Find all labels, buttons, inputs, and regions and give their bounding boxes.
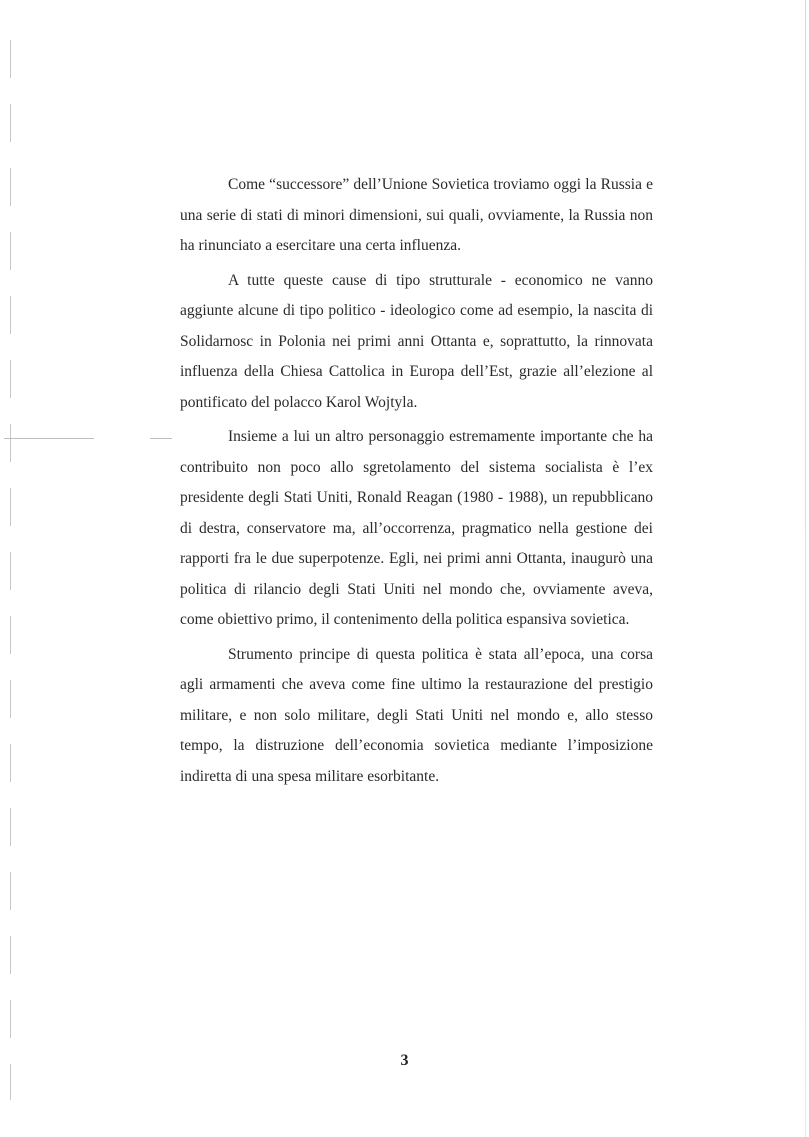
page-number: 3	[400, 1052, 409, 1069]
scan-edge-left	[10, 40, 11, 1100]
paragraph-political-causes: A tutte queste cause di tipo strutturale - economico ne vanno aggiunte alcune di tipo politico - ideologico come ad esempio, la nascita di Solidarnosc in Polonia nei primi anni Ottanta e, soprattutto, la rinnovata influenza della Chiesa Cattolica in Europa dell’Est, grazie all’elezione al pontificato del polacco Karol Wojtyla.	[180, 271, 653, 411]
scan-edge-right	[805, 0, 806, 1137]
document-body	[180, 170, 653, 792]
scan-mark-dash	[150, 438, 172, 439]
paragraph-arms-race: Strumento principe di questa politica è stata all’epoca, una corsa agli armamenti che aveva come fine ultimo la restaurazione del prestigio militare, e non solo militare, degli Stati Uniti nel mondo e, allo stesso tempo, la distruzione dell’economia sovietica mediante l’imposizione indiretta di una spesa militare esorbitante.	[180, 645, 653, 785]
paragraph-successor-states: Come “successore” dell’Unione Sovietica troviamo oggi la Russia e una serie di stati di minori dimensioni, sui quali, ovviamente, la Russia non ha rinunciato a esercitare una certa influenza.	[180, 176, 653, 254]
paragraph-reagan: Insieme a lui un altro personaggio estremamente importante che ha contribuito non poco allo sgretolamento del sistema socialista è l’ex presidente degli Stati Uniti, Ronald Reagan (1980 - 1988), un repubblicano di destra, conservatore ma, all’occorrenza, pragmatico nella gestione dei rapporti fra le due superpotenze. Egli, nei primi anni Ottanta, inaugurò una politica di rilancio degli Stati Uniti nel mondo che, ovviamente aveva, come obiettivo primo, il contenimento della politica espansiva sovietica.	[180, 428, 653, 628]
scan-mark-left	[4, 438, 94, 439]
